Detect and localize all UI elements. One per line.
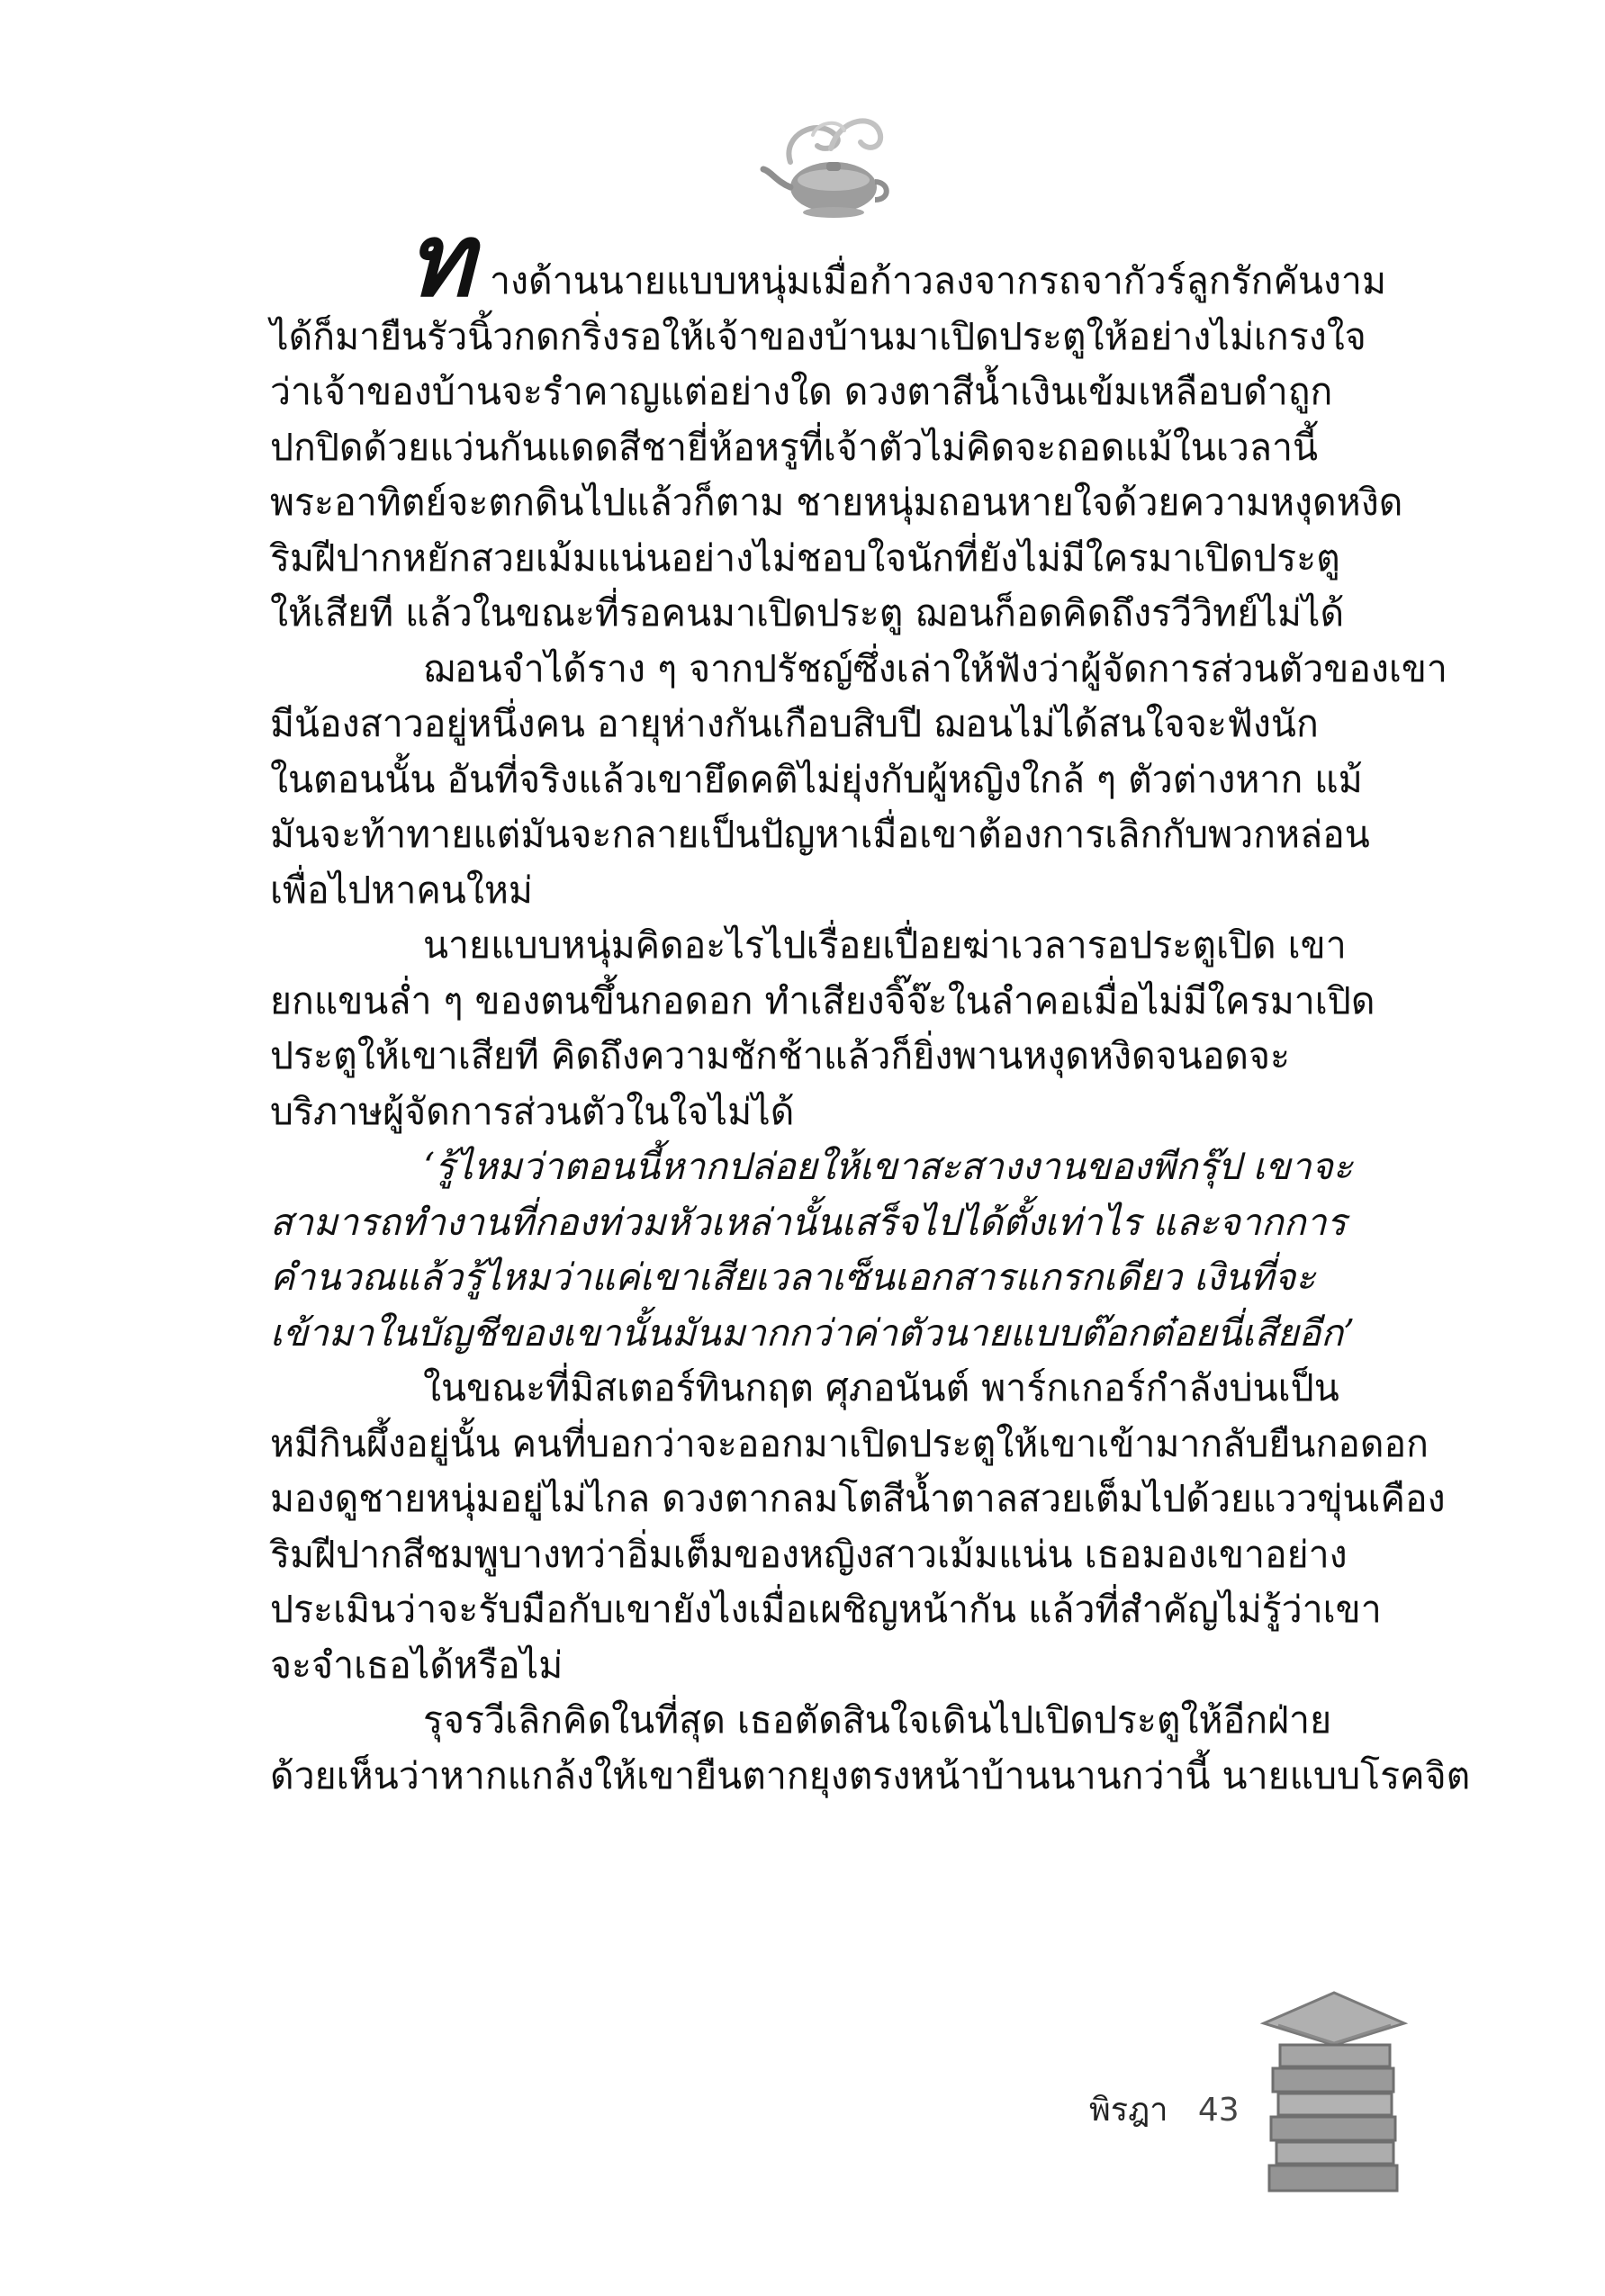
page-footer xyxy=(1089,2084,1240,2138)
text-line: พระอาทิตย์จะตกดินไปแล้วก็ตาม ชายหนุ่มถอนหายใจด้วยความหงุดหงิด xyxy=(270,481,1403,524)
drop-cap: ท xyxy=(407,202,473,320)
text-line: เพื่อไปหาคนใหม่ xyxy=(270,868,533,912)
text-line: สามารถทำงานที่กองท่วมหัวเหล่านั้นเสร็จไปได้ตั้งเท่าไร และจากการ xyxy=(270,1200,1347,1244)
teapot-ornament-icon xyxy=(754,99,907,234)
text-line: เข้ามาในบัญชีของเขานั้นมันมากกว่าค่าตัวนายแบบต๊อกต๋อยนี่เสียอีก’ xyxy=(270,1310,1356,1355)
text-line: ปกปิดด้วยแว่นกันแดดสีชายี่ห้อหรูที่เจ้าตัวไม่คิดจะถอดแม้ในเวลานี้ xyxy=(270,425,1319,469)
text-line: ได้ก็มายืนรัวนิ้วกดกริ่งรอให้เจ้าของบ้านมาเปิดประตูให้อย่างไม่เกรงใจ xyxy=(270,314,1366,358)
text-line: บริภาษผู้จัดการส่วนตัวในใจไม่ได้ xyxy=(270,1089,795,1133)
page-number: 43 xyxy=(1197,2092,1240,2129)
text-line: ริมฝีปากหยักสวยเม้มแน่นอย่างไม่ชอบใจนักที่ยังไม่มีใครมาเปิดประตู xyxy=(270,536,1340,580)
text-line: นายแบบหนุ่มคิดอะไรไปเรื่อยเปื่อยฆ่าเวลารอประตูเปิด เขา xyxy=(423,923,1347,967)
text-line: ประเมินว่าจะรับมือกับเขายังไงเมื่อเผชิญหน้ากัน แล้วที่สำคัญไม่รู้ว่าเขา xyxy=(270,1588,1382,1631)
text-line: มันจะท้าทายแต่มันจะกลายเป็นปัญหาเมื่อเขาต้องการเลิกกับพวกหล่อน xyxy=(270,813,1370,856)
text-line: ในขณะที่มิสเตอร์ทินกฤต ศุภอนันต์ พาร์กเกอร์กำลังบ่นเป็น xyxy=(423,1366,1339,1409)
text-line: มองดูชายหนุ่มอยู่ไม่ไกล ดวงตากลมโตสีน้ำตาลสวยเต็มไปด้วยแววขุ่นเคือง xyxy=(270,1477,1446,1520)
text-line: ‘รู้ไหมว่าตอนนี้หากปล่อยให้เขาสะสางงานของพีกรุ๊ป เขาจะ xyxy=(423,1145,1353,1188)
text-line: ยกแขนล่ำ ๆ ของตนขึ้นกอดอก ทำเสียงจิ๊จ๊ะในลำคอเมื่อไม่มีใครมาเปิด xyxy=(270,978,1375,1022)
text-line xyxy=(270,202,1404,320)
text-line: รุจรวีเลิกคิดในที่สุด เธอตัดสินใจเดินไปเปิดประตูให้อีกฝ่าย xyxy=(423,1698,1332,1742)
text-line: มีน้องสาวอยู่หนึ่งคน อายุห่างกันเกือบสิบปี ฌอนไม่ได้สนใจจะฟังนัก xyxy=(270,702,1319,745)
text-line: ฌอนจำได้ราง ๆ จากปรัชญ์ซึ่งเล่าให้ฟังว่าผู้จัดการส่วนตัวของเขา xyxy=(423,646,1447,690)
text-line: คำนวณแล้วรู้ไหมว่าแค่เขาเสียเวลาเซ็นเอกสารแกรกเดียว เงินที่จะ xyxy=(270,1256,1316,1299)
text-line: ริมฝีปากสีชมพูบางทว่าอิ่มเต็มของหญิงสาวเม้มแน่น เธอมองเขาอย่าง xyxy=(270,1532,1348,1576)
text-line: หมีกินผึ้งอยู่นั้น คนที่บอกว่าจะออกมาเปิดประตูให้เขาเข้ามากลับยืนกอดอก xyxy=(270,1421,1429,1465)
body-text xyxy=(270,202,1471,1804)
text-line: จะจำเธอได้หรือไม่ xyxy=(270,1643,564,1687)
text-line: ด้วยเห็นว่าหากแกล้งให้เขายืนตากยุงตรงหน้าบ้านนานกว่านี้ นายแบบโรคจิต xyxy=(270,1753,1471,1797)
text-line: ในตอนนั้น อันที่จริงแล้วเขายึดคติไม่ยุ่งกับผู้หญิงใกล้ ๆ ตัวต่างหาก แม้ xyxy=(270,757,1363,801)
text-line: ว่าเจ้าของบ้านจะรำคาญแต่อย่างใด ดวงตาสีน้ำเงินเข้มเหลือบดำถูก xyxy=(270,370,1333,413)
text-line: ให้เสียที แล้วในขณะที่รอคนมาเปิดประตู ฌอนก็อดคิดถึงรวีวิทย์ไม่ได้ xyxy=(270,591,1345,635)
text-line: ประตูให้เขาเสียที คิดถึงความชักช้าแล้วก็ยิ่งพานหงุดหงิดจนอดจะ xyxy=(270,1034,1291,1077)
drop-cap-line-text: างด้านนายแบบหนุ่มเมื่อก้าวลงจากรถจากัวร์ลูกรักคันงาม xyxy=(490,259,1386,302)
footer-book-title: พิรฎา xyxy=(1089,2092,1168,2129)
book-stack-icon xyxy=(1260,1989,1409,2196)
